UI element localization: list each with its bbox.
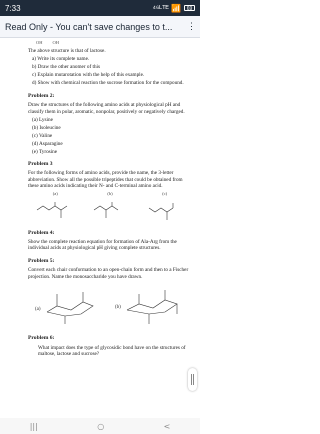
system-nav-bar — [0, 418, 200, 434]
structure-label: (a) — [52, 191, 58, 197]
scroll-handle[interactable] — [188, 368, 197, 391]
problem-4-text: Show the complete reaction equation for formation of Ala-Arg from the individual acids at physiological pH giving complete structures. — [28, 239, 177, 252]
chair-structure-b — [115, 284, 185, 328]
problem-3-heading: Problem 3 — [28, 161, 53, 168]
problem-4-heading: Problem 4: — [28, 229, 55, 236]
structure-label: (c) — [162, 191, 168, 197]
back-icon[interactable]: < — [163, 421, 171, 431]
intro-text: The above structure is that of lactose. — [28, 48, 106, 55]
amino-acid-structure-c — [145, 200, 185, 224]
q1-item: a) Write its complete name. — [32, 56, 90, 63]
problem-6-text: What impact does the type of glycosidic bond have on the structures of maltose, lactose and sucrose? — [38, 344, 186, 357]
q1-item: b) Draw the other anomer of this — [32, 64, 100, 71]
amino-acid-item: (a) Lysine — [32, 116, 53, 123]
document-body[interactable] — [0, 38, 200, 418]
amino-acid-item: (c) Valine — [32, 132, 53, 139]
structure-label: (b) — [107, 191, 113, 197]
problem-6-heading: Problem 6: — [28, 335, 55, 342]
amino-acid-item: (b) Isoleucine — [32, 124, 61, 131]
more-options-icon[interactable]: ⋮ — [187, 21, 196, 31]
chair-conformation-structures — [28, 283, 192, 329]
battery-icon: 69 — [184, 5, 195, 11]
clock: 7:33 — [5, 3, 21, 13]
status-bar — [0, 0, 200, 16]
q1-item: c) Explain mutarotation with the help of this example. — [32, 72, 145, 79]
structure-label-a: (a) — [35, 307, 41, 313]
structure-labels — [28, 191, 192, 197]
problem-5-text: Convert each chair conformation to an open-chain form and then to a Fischer projection. Name the monosaccharide you have drawn. — [28, 267, 189, 280]
amino-acid-item: (d) Asparagine — [32, 140, 63, 147]
problem-5-heading: Problem 5: — [28, 257, 55, 264]
home-icon[interactable]: ○ — [97, 421, 105, 431]
document-header — [0, 16, 200, 38]
amino-acid-structures — [28, 200, 192, 224]
structure-label-b: (b) — [115, 305, 121, 311]
amino-acid-structure-b — [90, 200, 130, 224]
structure-fragment-labels — [28, 40, 192, 46]
fragment-label: OH — [36, 40, 43, 45]
amino-acid-item: (e) Tyrosine — [32, 148, 58, 155]
document-title: Read Only - You can't save changes to t... — [5, 21, 173, 32]
q1-item: d) Show with chemical reaction the sucrose formation for the compound. — [32, 80, 184, 87]
problem-3-text: For the following forms of amino acids, provide the name, the 3-letter abbreviation. Show all the possible tripeptides that could be obtained from these amino acids indicating their N- and C-terminal amino acid. — [28, 170, 183, 190]
amino-acid-structure-a — [35, 200, 75, 224]
signal-icon: ⁴⁶ᴸᵀᴱ 📶 — [152, 3, 181, 13]
fragment-label: OH — [52, 40, 59, 45]
problem-2-heading: Problem 2: — [28, 92, 55, 99]
problem-2-text: Draw the structures of the following amino acids at physiological pH and classify them in polar, aromatic, nonpolar, positively or negatively charged. — [28, 102, 185, 115]
recent-apps-icon[interactable]: ||| — [29, 421, 38, 431]
chair-structure-a — [35, 284, 101, 328]
